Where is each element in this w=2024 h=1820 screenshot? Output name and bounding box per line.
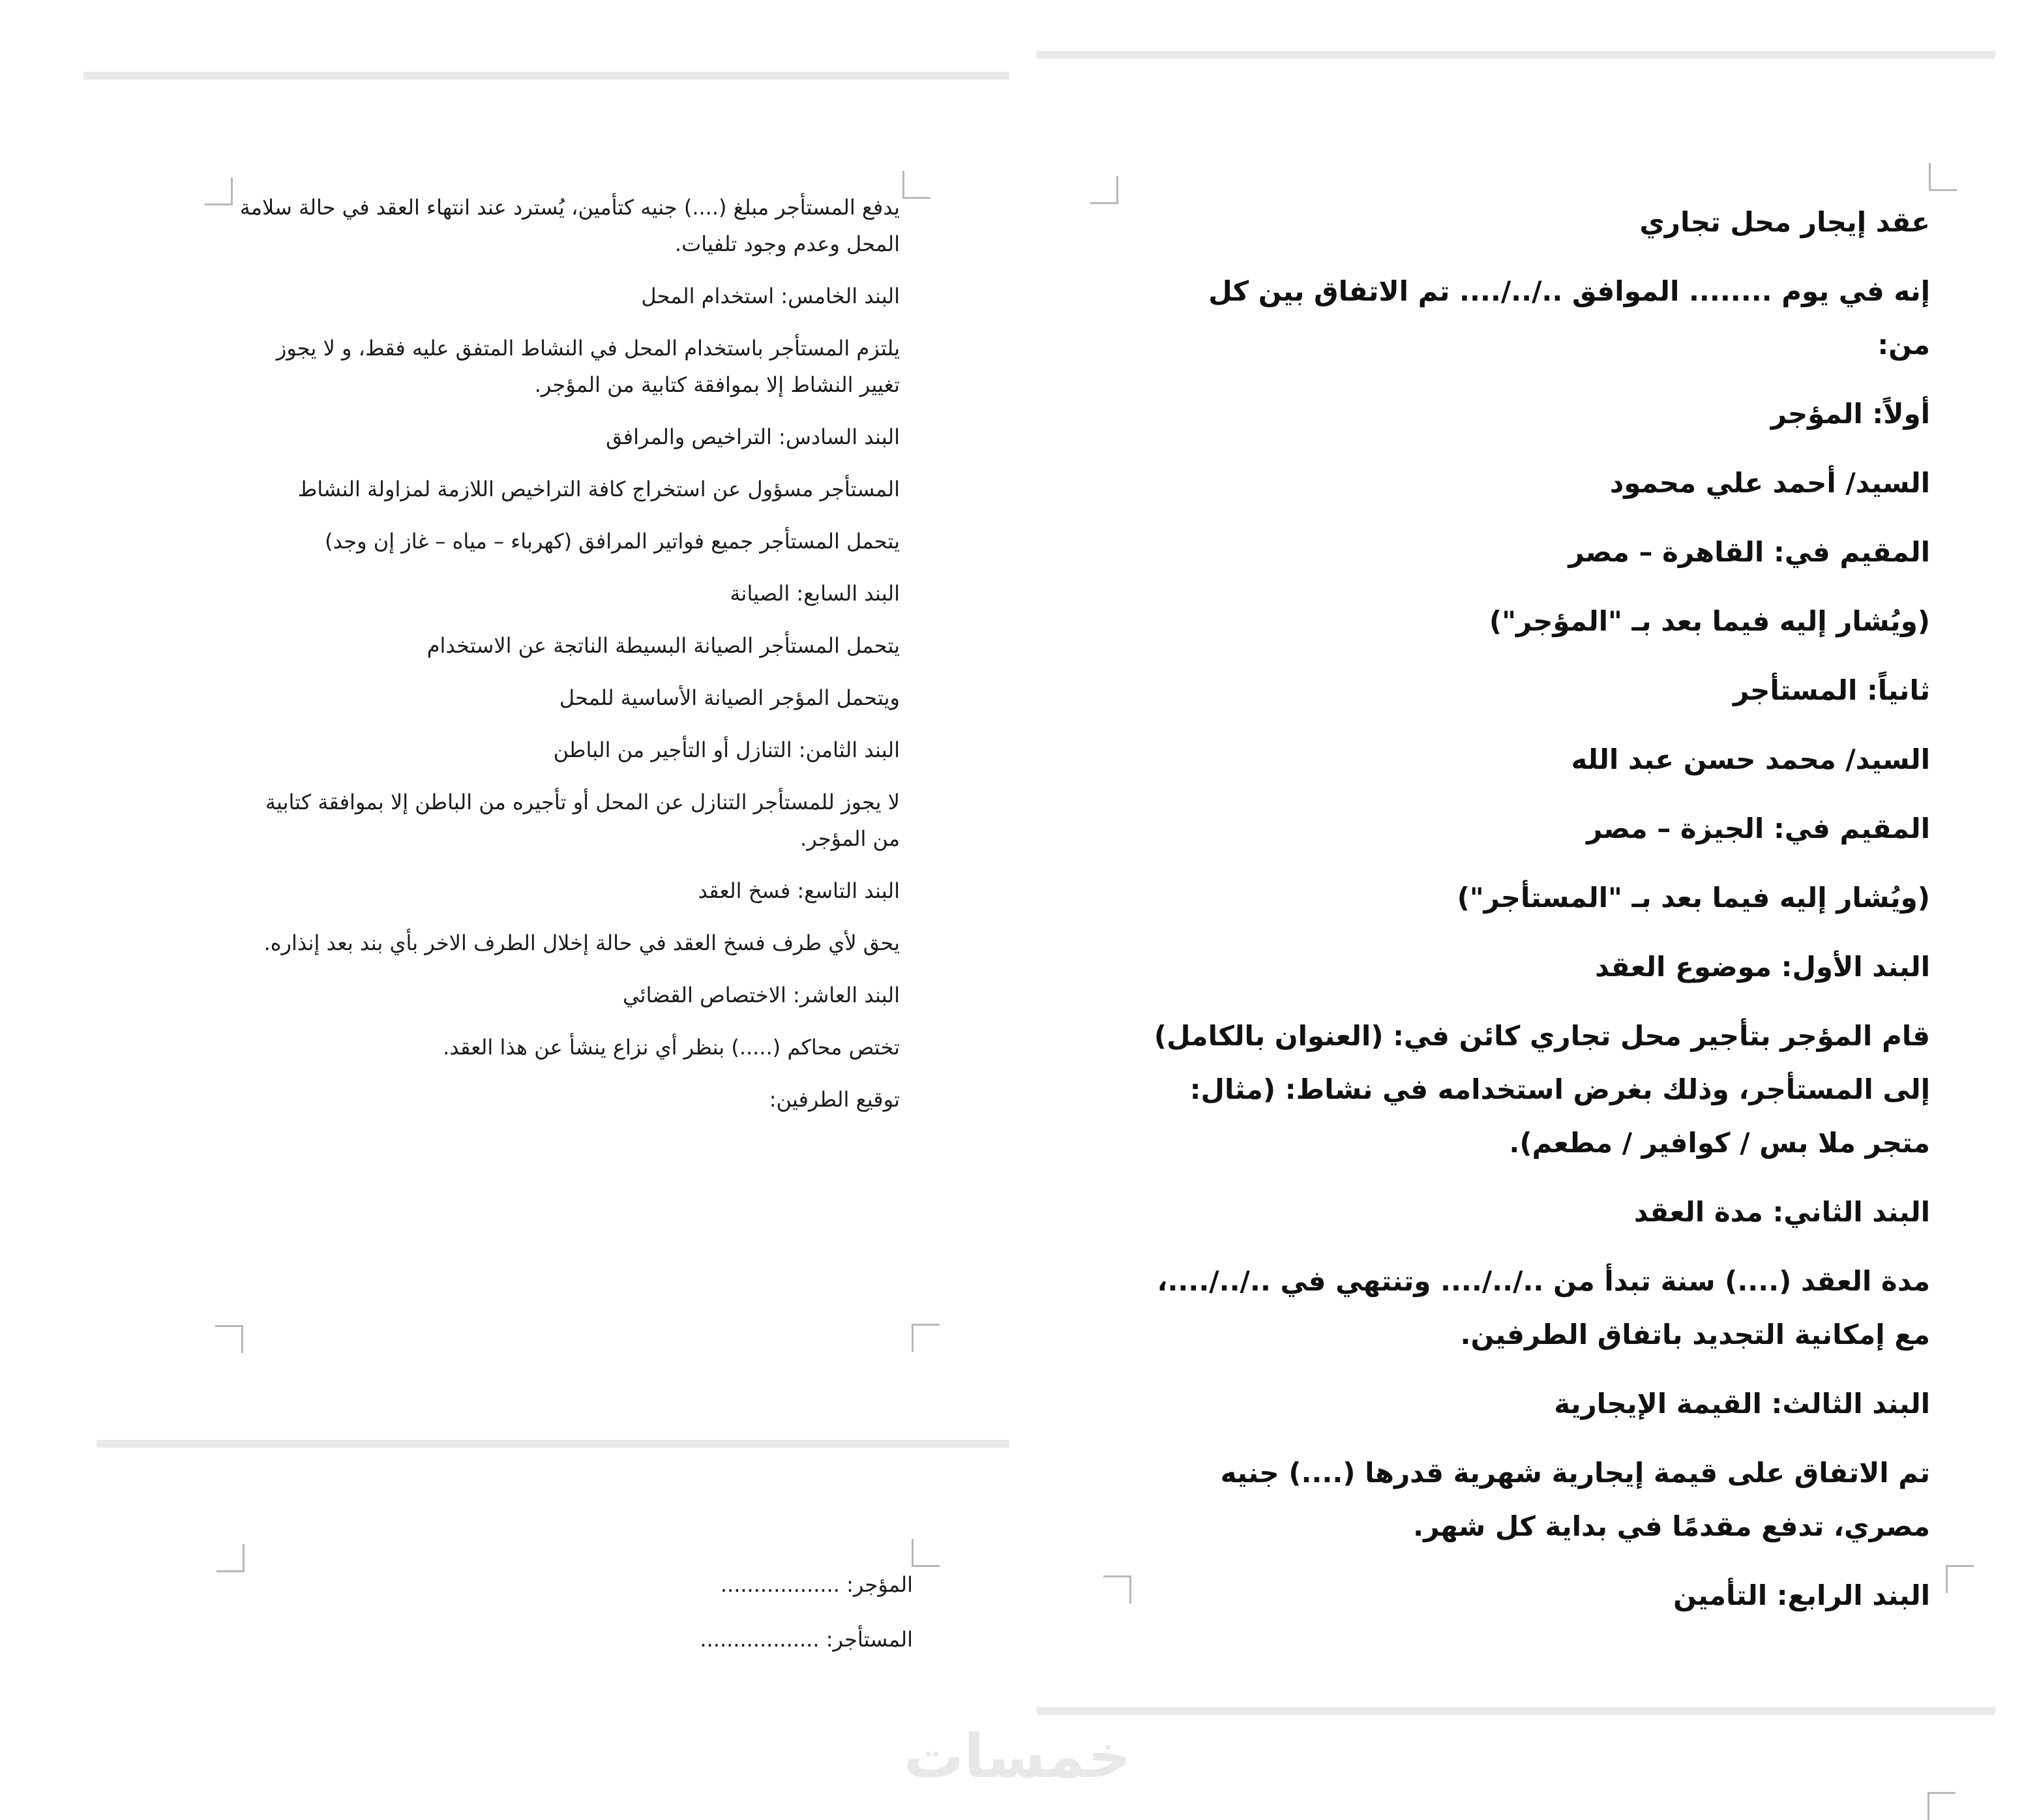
- contract-clause-heading: البند الثاني: مدة العقد: [1633, 1196, 1930, 1228]
- signatures-heading: توقيع الطرفين:: [769, 1087, 900, 1112]
- lessor-signature-line: المؤجر: ..................: [720, 1572, 913, 1597]
- contract-clause-heading: البند العاشر: الاختصاص القضائي: [622, 983, 900, 1007]
- margin-corner-mark: [912, 1324, 940, 1352]
- contract-paragraph: قام المؤجر بتأجير محل تجاري كائن في: (العنوان بالكامل) إلى المستأجر، وذلك بغرض استخدامه في نشاط: (مثال: متجر ملا بس / كوافير / مطعم).: [1153, 1020, 1930, 1159]
- contract-page-two: [235, 189, 900, 1133]
- contract-paragraph: لا يجوز للمستأجر التنازل عن المحل أو تأجيره من الباطن إلا بموافقة كتابية من المؤجر.: [265, 790, 900, 851]
- watermark-logo: خمسات: [903, 1722, 1131, 1791]
- margin-corner-mark: [912, 1539, 940, 1567]
- contract-paragraph: يتحمل المستأجر الصيانة البسيطة الناتجة عن الاستخدام: [426, 633, 900, 658]
- contract-paragraph: المقيم في: الجيزة – مصر: [1586, 813, 1930, 844]
- margin-corner-mark: [215, 1325, 243, 1353]
- margin-corner-mark: [1946, 1565, 1974, 1593]
- contract-title: عقد إيجار محل تجاري: [1639, 206, 1930, 238]
- contract-clause-heading: البند السابع: الصيانة: [730, 581, 900, 606]
- signature-block: [535, 1557, 913, 1667]
- contract-paragraph: تم الاتفاق على قيمة إيجارية شهرية قدرها (....) جنيه مصري، تدفع مقدمًا في بداية كل شهر.: [1220, 1457, 1930, 1542]
- contract-paragraph: يتحمل المستأجر جميع فواتير المرافق (كهرباء – مياه – غاز إن وجد): [325, 529, 900, 554]
- margin-corner-mark: [902, 171, 930, 199]
- contract-clause-heading: البند الرابع: التأمين: [1673, 1579, 1930, 1611]
- page-separator-mid-left: [97, 1440, 1009, 1448]
- page-separator-bottom-right: [1037, 1707, 1995, 1715]
- contract-paragraph: أولاً: المؤجر: [1770, 398, 1930, 430]
- contract-paragraph: المقيم في: القاهرة – مصر: [1568, 536, 1930, 568]
- contract-paragraph: السيد/ أحمد علي محمود: [1609, 467, 1930, 499]
- contract-clause-heading: البند الثامن: التنازل أو التأجير من الباطن: [553, 738, 900, 762]
- contract-clause-heading: البند الخامس: استخدام المحل: [641, 284, 900, 308]
- margin-corner-mark: [205, 177, 233, 205]
- contract-clause-heading: البند السادس: التراخيص والمرافق: [606, 425, 900, 449]
- contract-paragraph: ويتحمل المؤجر الصيانة الأساسية للمحل: [559, 685, 900, 710]
- contract-paragraph: إنه في يوم ........ الموافق ../../.... تم الاتفاق بين كل من:: [1208, 275, 1930, 361]
- contract-paragraph: يلتزم المستأجر باستخدام المحل في النشاط المتفق عليه فقط، و لا يجوز تغيير النشاط إلا بموافقة كتابية من المؤجر.: [276, 336, 900, 397]
- contract-page-one: [1148, 196, 1930, 1638]
- page-separator-top-left: [83, 72, 1009, 80]
- contract-paragraph: يحق لأي طرف فسخ العقد في حالة إخلال الطرف الاخر بأي بند بعد إنذاره.: [263, 931, 900, 955]
- contract-clause-heading: البند التاسع: فسخ العقد: [698, 878, 900, 903]
- page-separator-top-right: [1037, 51, 1995, 59]
- margin-corner-mark: [1927, 1792, 1956, 1820]
- contract-paragraph: ثانياً: المستأجر: [1733, 674, 1930, 706]
- contract-paragraph: (ويُشار إليه فيما بعد بـ "المؤجر"): [1489, 605, 1930, 637]
- margin-corner-mark: [216, 1544, 245, 1572]
- contract-paragraph: (ويُشار إليه فيما بعد بـ "المستأجر"): [1457, 882, 1930, 914]
- margin-corner-mark: [1090, 176, 1118, 204]
- contract-paragraph: تختص محاكم (.....) بنظر أي نزاع ينشأ عن هذا العقد.: [443, 1035, 900, 1060]
- margin-corner-mark: [1929, 163, 1957, 191]
- contract-paragraph: المستأجر مسؤول عن استخراج كافة التراخيص اللازمة لمزاولة النشاط: [297, 477, 900, 501]
- contract-paragraph: يدفع المستأجر مبلغ (....) جنيه كتأمين، يُسترد عند انتهاء العقد في حالة سلامة المحل وعدم وجود تلفيات.: [239, 195, 900, 256]
- contract-paragraph: مدة العقد (....) سنة تبدأ من ../../.... وتنتهي في ../../....، مع إمكانية التجديد باتفاق الطرفين.: [1157, 1265, 1930, 1350]
- contract-clause-heading: البند الثالث: القيمة الإيجارية: [1554, 1388, 1930, 1420]
- margin-corner-mark: [1103, 1575, 1131, 1604]
- lessee-signature-line: المستأجر: ..................: [700, 1627, 913, 1652]
- contract-clause-heading: البند الأول: موضوع العقد: [1595, 951, 1930, 983]
- contract-paragraph: السيد/ محمد حسن عبد الله: [1571, 743, 1930, 775]
